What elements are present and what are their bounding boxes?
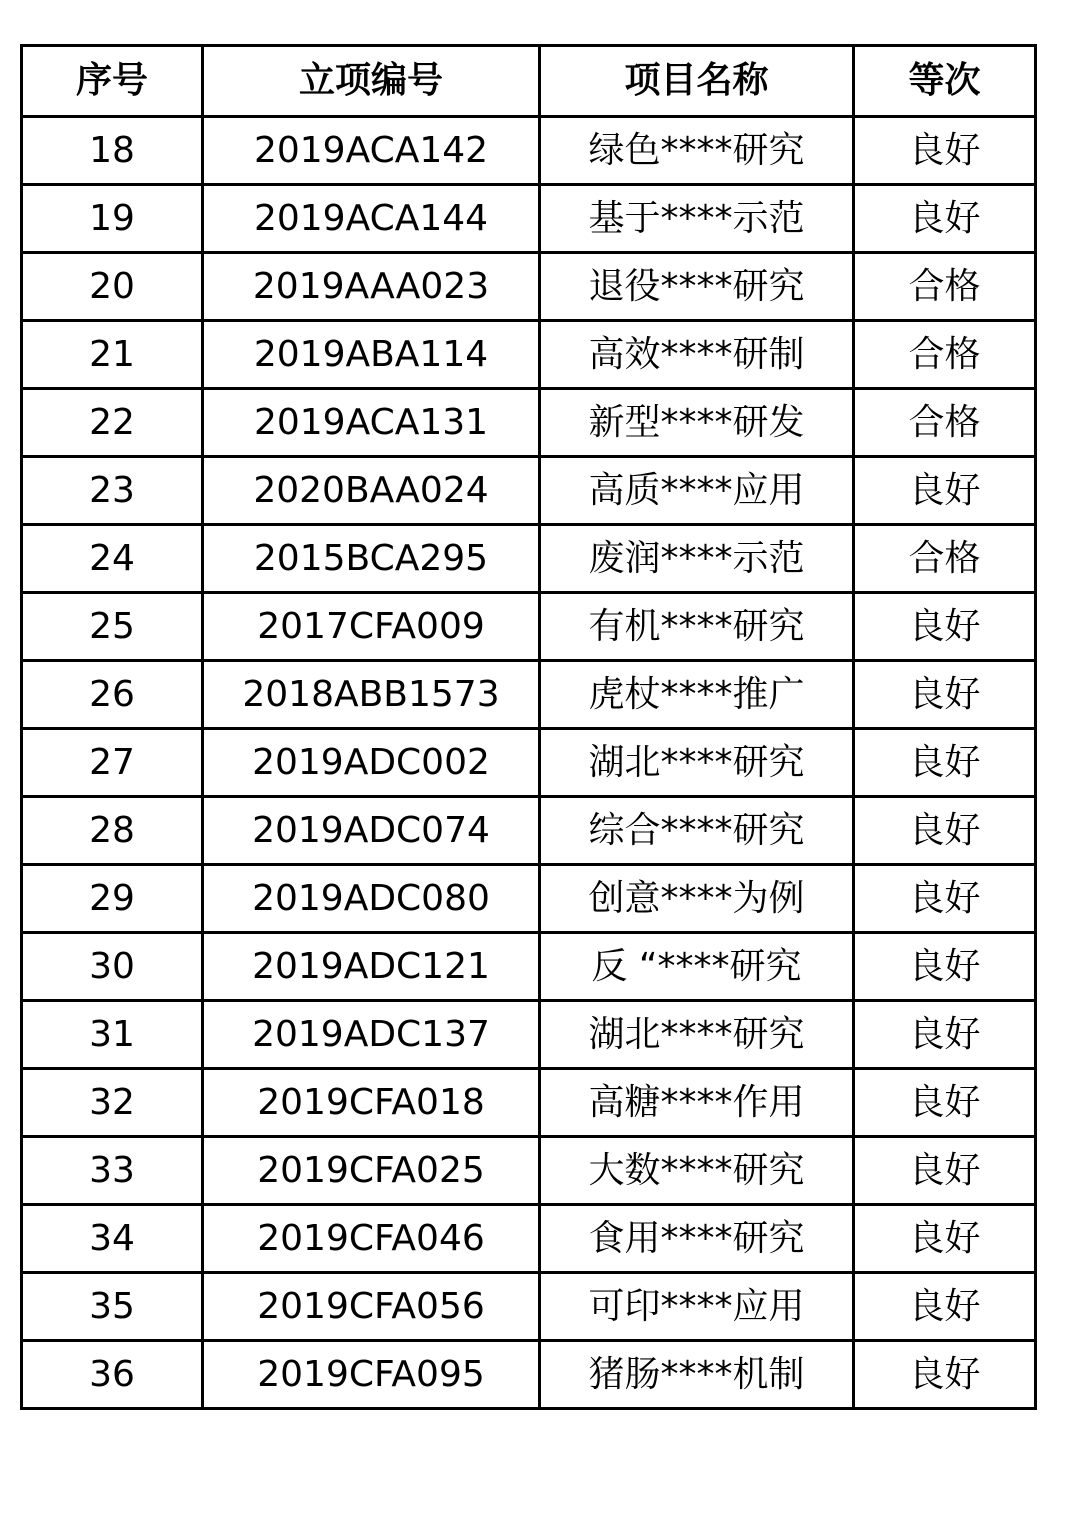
cell-project-code: 2018ABB1573 bbox=[203, 661, 540, 729]
cell-project-name: 退役****研究 bbox=[540, 253, 854, 321]
cell-project-name: 高质****应用 bbox=[540, 457, 854, 525]
cell-project-name: 湖北****研究 bbox=[540, 1001, 854, 1069]
header-row bbox=[22, 46, 1036, 117]
cell-grade: 良好 bbox=[854, 1273, 1036, 1341]
cell-grade: 良好 bbox=[854, 1001, 1036, 1069]
cell-grade: 合格 bbox=[854, 389, 1036, 457]
table-row bbox=[22, 865, 1036, 933]
table-row bbox=[22, 185, 1036, 253]
cell-grade: 良好 bbox=[854, 797, 1036, 865]
cell-project-code: 2019ADC074 bbox=[203, 797, 540, 865]
table-row bbox=[22, 1001, 1036, 1069]
cell-project-code: 2019ACA131 bbox=[203, 389, 540, 457]
header-project-name: 项目名称 bbox=[540, 46, 854, 117]
table-row bbox=[22, 1205, 1036, 1273]
table-row bbox=[22, 1137, 1036, 1205]
cell-seq: 35 bbox=[22, 1273, 203, 1341]
cell-grade: 良好 bbox=[854, 1341, 1036, 1409]
table-row bbox=[22, 525, 1036, 593]
table-row bbox=[22, 729, 1036, 797]
cell-grade: 良好 bbox=[854, 865, 1036, 933]
cell-project-code: 2019ADC137 bbox=[203, 1001, 540, 1069]
cell-grade: 良好 bbox=[854, 661, 1036, 729]
cell-project-code: 2019AAA023 bbox=[203, 253, 540, 321]
cell-seq: 24 bbox=[22, 525, 203, 593]
cell-project-code: 2019ACA144 bbox=[203, 185, 540, 253]
table-row bbox=[22, 1341, 1036, 1409]
table-row bbox=[22, 457, 1036, 525]
cell-project-name: 基于****示范 bbox=[540, 185, 854, 253]
cell-seq: 25 bbox=[22, 593, 203, 661]
cell-seq: 19 bbox=[22, 185, 203, 253]
table-row bbox=[22, 1273, 1036, 1341]
cell-seq: 34 bbox=[22, 1205, 203, 1273]
cell-grade: 合格 bbox=[854, 253, 1036, 321]
table-row bbox=[22, 321, 1036, 389]
cell-seq: 28 bbox=[22, 797, 203, 865]
cell-project-name: 废润****示范 bbox=[540, 525, 854, 593]
cell-grade: 良好 bbox=[854, 593, 1036, 661]
cell-project-code: 2019ADC121 bbox=[203, 933, 540, 1001]
table-row bbox=[22, 797, 1036, 865]
cell-project-name: 创意****为例 bbox=[540, 865, 854, 933]
cell-grade: 合格 bbox=[854, 525, 1036, 593]
cell-seq: 26 bbox=[22, 661, 203, 729]
cell-grade: 良好 bbox=[854, 933, 1036, 1001]
cell-project-code: 2019CFA025 bbox=[203, 1137, 540, 1205]
cell-project-code: 2019CFA095 bbox=[203, 1341, 540, 1409]
cell-project-name: 高效****研制 bbox=[540, 321, 854, 389]
cell-grade: 良好 bbox=[854, 1205, 1036, 1273]
cell-project-name: 虎杖****推广 bbox=[540, 661, 854, 729]
cell-seq: 29 bbox=[22, 865, 203, 933]
cell-seq: 21 bbox=[22, 321, 203, 389]
cell-seq: 31 bbox=[22, 1001, 203, 1069]
cell-seq: 36 bbox=[22, 1341, 203, 1409]
cell-project-code: 2019CFA018 bbox=[203, 1069, 540, 1137]
cell-seq: 33 bbox=[22, 1137, 203, 1205]
table-row bbox=[22, 593, 1036, 661]
cell-seq: 23 bbox=[22, 457, 203, 525]
cell-seq: 32 bbox=[22, 1069, 203, 1137]
cell-seq: 18 bbox=[22, 117, 203, 185]
cell-grade: 良好 bbox=[854, 117, 1036, 185]
cell-grade: 良好 bbox=[854, 185, 1036, 253]
cell-project-name: 新型****研发 bbox=[540, 389, 854, 457]
cell-grade: 良好 bbox=[854, 729, 1036, 797]
cell-grade: 良好 bbox=[854, 1137, 1036, 1205]
cell-project-code: 2019ADC080 bbox=[203, 865, 540, 933]
cell-project-code: 2019ADC002 bbox=[203, 729, 540, 797]
table-row bbox=[22, 253, 1036, 321]
header-grade: 等次 bbox=[854, 46, 1036, 117]
cell-project-name: 大数****研究 bbox=[540, 1137, 854, 1205]
cell-project-name: 综合****研究 bbox=[540, 797, 854, 865]
cell-project-name: 食用****研究 bbox=[540, 1205, 854, 1273]
cell-project-code: 2020BAA024 bbox=[203, 457, 540, 525]
cell-seq: 20 bbox=[22, 253, 203, 321]
cell-project-name: 有机****研究 bbox=[540, 593, 854, 661]
table-row bbox=[22, 117, 1036, 185]
cell-project-code: 2019CFA056 bbox=[203, 1273, 540, 1341]
cell-project-name: 猪肠****机制 bbox=[540, 1341, 854, 1409]
table-header bbox=[22, 46, 1036, 117]
header-seq: 序号 bbox=[22, 46, 203, 117]
cell-project-name: 反 “****研究 bbox=[540, 933, 854, 1001]
table-row bbox=[22, 933, 1036, 1001]
cell-project-name: 可印****应用 bbox=[540, 1273, 854, 1341]
table-body bbox=[22, 117, 1036, 1409]
cell-grade: 良好 bbox=[854, 457, 1036, 525]
cell-grade: 合格 bbox=[854, 321, 1036, 389]
cell-seq: 22 bbox=[22, 389, 203, 457]
project-results-table bbox=[20, 44, 1037, 1410]
cell-project-code: 2019ACA142 bbox=[203, 117, 540, 185]
header-project-code: 立项编号 bbox=[203, 46, 540, 117]
cell-project-code: 2019ABA114 bbox=[203, 321, 540, 389]
cell-seq: 30 bbox=[22, 933, 203, 1001]
cell-project-name: 绿色****研究 bbox=[540, 117, 854, 185]
cell-project-name: 湖北****研究 bbox=[540, 729, 854, 797]
cell-seq: 27 bbox=[22, 729, 203, 797]
table-row bbox=[22, 1069, 1036, 1137]
cell-project-name: 高糖****作用 bbox=[540, 1069, 854, 1137]
cell-grade: 良好 bbox=[854, 1069, 1036, 1137]
cell-project-code: 2017CFA009 bbox=[203, 593, 540, 661]
cell-project-code: 2019CFA046 bbox=[203, 1205, 540, 1273]
table-row bbox=[22, 661, 1036, 729]
cell-project-code: 2015BCA295 bbox=[203, 525, 540, 593]
table-row bbox=[22, 389, 1036, 457]
